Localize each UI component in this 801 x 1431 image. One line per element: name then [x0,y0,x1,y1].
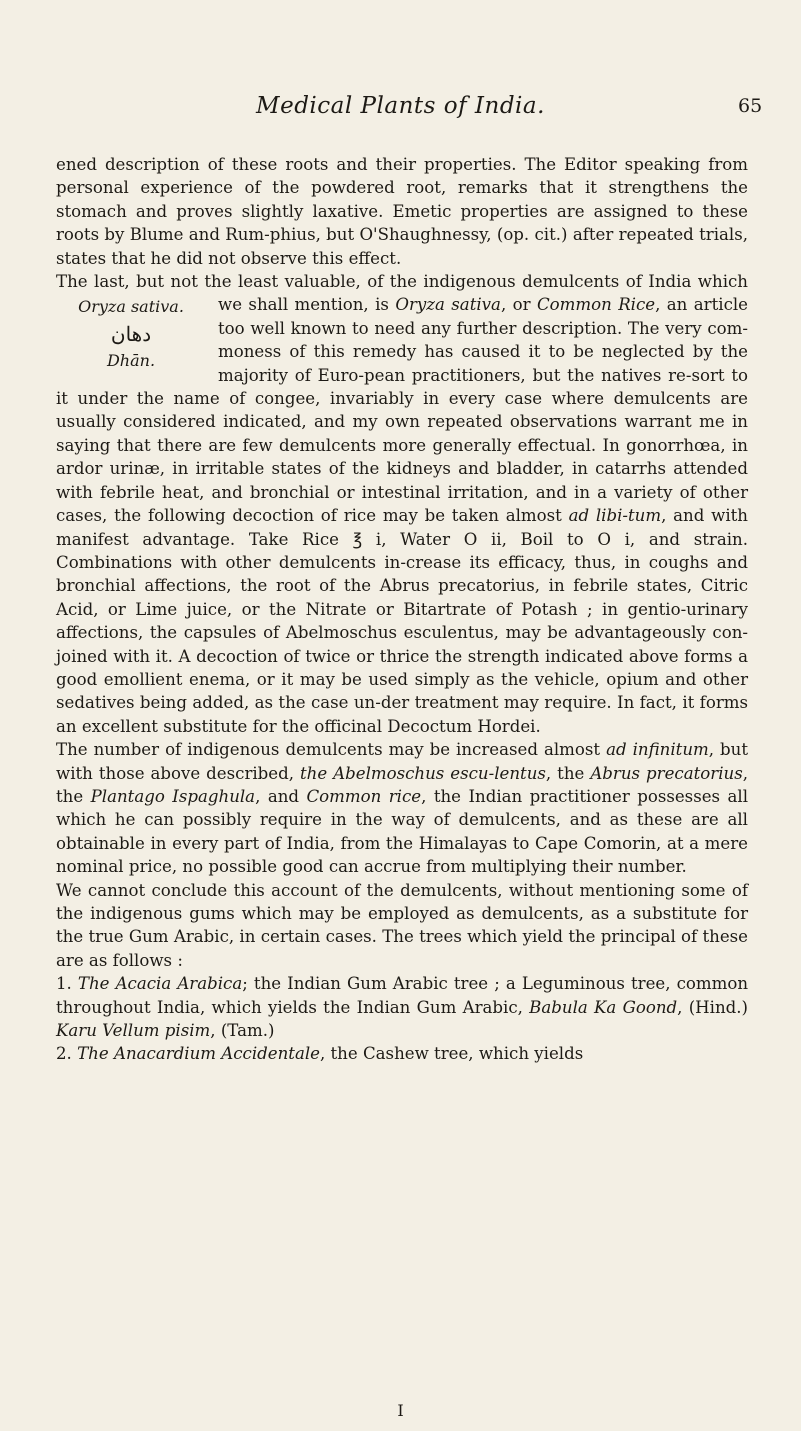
sidenote-script: دهان [110,321,152,346]
p2-text-d: , and with manifest advantage. Take Rice ℥ i, Water O ii, Boil to O i, and strain. Combinations with other demulcents in-crease its efficacy, thus, in coughs and bronchial affections, the root of the Abrus precatorius, in febrile states, Citric Acid, or Lime juice, or the Nitrate or Bitartrate of Potash ; in gentio-urinary affections, the capsules of Abelmoschus esculentus, may be advantageously con-joined with it. A decoction of twice or thrice the strength indicated above forms a good emollient enema, or it may be used simply as the vehicle, opium and other sedatives being added, as the case un-der treatment may require. In fact, it forms an excellent substitute for the officinal Decoctum Hordei. [56,506,748,736]
p3-text-f: , the Indian practitioner possesses all which he can possibly require in the way of demulcents, and as these are all obtainable in every part of India, from the Himalayas to Cape Comorin, at a mere nominal price, no possible good can accrue from multiplying their number. [56,786,748,877]
p3-text-a: The number of indigenous demulcents may be increased almost [56,740,607,760]
li2-text-b: , the Cashew tree, which yields [319,1044,584,1064]
list-item-1 [56,972,748,1042]
paragraph-1-text: ened description of these roots and their properties. The Editor speaking from personal experience of the powdered root, remarks that it strengthens the stomach and proves slightly laxative. Emetic properties are assigned to these roots by Blume and Rum-phius, but O'Shaughnessy, (op. cit.) after repeated trials, states that he did not observe this effect. [56,155,748,268]
body-text [56,153,748,1066]
li1-text-d: , (Tam.) [210,1021,275,1041]
li2-number: 2. [56,1044,78,1064]
p2-text-a: The last, but not the least valuable, of the indigenous demulcents of India which we shall mention, is [56,272,748,315]
list-item-2 [56,1042,748,1065]
li1-number: 1. [56,974,78,994]
li2-species: The Anacardium Accidentale [77,1044,320,1064]
p2-text-b: , or [500,295,537,315]
page-number: 65 [738,95,763,117]
p3-ad-infinitum: ad infinitum [606,740,709,760]
p3-abrus: Abrus precatorius [590,763,743,783]
paragraph-1 [56,153,748,270]
paragraph-4-text: We cannot conclude this account of the demulcents, without mentioning some of the indigenous gums which may be employed as demulcents, as a substitute for the true Gum Arabic, in certain cases. The trees which yield the principal of these are as follows : [56,880,748,970]
li1-hindi-name: Babula Ka Goond [529,997,678,1017]
p3-common-rice: Common rice [306,786,422,806]
sidenote-vernacular: Dhān. [106,350,156,370]
li1-species: The Acacia Arabica [77,974,243,994]
p3-abelmoschus: the Abelmoschus escu-lentus [300,763,546,783]
paragraph-4 [56,879,748,973]
li1-tamil-name: Karu Vellum pisim [56,1021,211,1041]
p2-common-name: Common Rice [536,295,656,315]
paragraph-2 [56,270,748,738]
p3-text-d: , the [56,763,748,806]
printer-signature-mark: I [397,1401,404,1420]
p3-text-e: , and [255,786,307,806]
margin-sidenote [56,295,206,372]
p3-text-c: , the [545,763,591,783]
p2-text-c: , an article too well known to need any further description. The very com-moness of this remedy has caused it to be neglected by the majority of Euro-pean practitioners, but the natives re-sort to it under the name of congee, invariably in every case where demulcents are usually considered indicated, and my own repeated observations warrant me in saying that there are few demulcents more generally effectual. In gonorrhœa, in ardor urinæ, in irritable states of the kidneys and bladder, in catarrhs attended with febrile heat, and bronchial or intestinal irritation, and in a variety of other cases, the following decoction of rice may be taken almost [56,295,748,526]
running-title: Medical Plants of India. [256,93,545,119]
p3-text-b: , but with those above described, [56,740,749,783]
li1-text-c: , (Hind.) [677,997,749,1017]
sidenote-latin: Oryza sativa. [78,297,184,317]
li1-text-b: ; the Indian Gum Arabic tree ; a Leguminous tree, common throughout India, which yields the Indian Gum Arabic, [56,974,749,1017]
p2-ad-libitum: ad libi-tum [568,506,662,526]
p2-latin-name: Oryza sativa [395,295,501,315]
p2-text-c-wrap [56,295,748,525]
p3-plantago: Plantago Ispaghula [90,786,256,806]
paragraph-3 [56,738,748,878]
